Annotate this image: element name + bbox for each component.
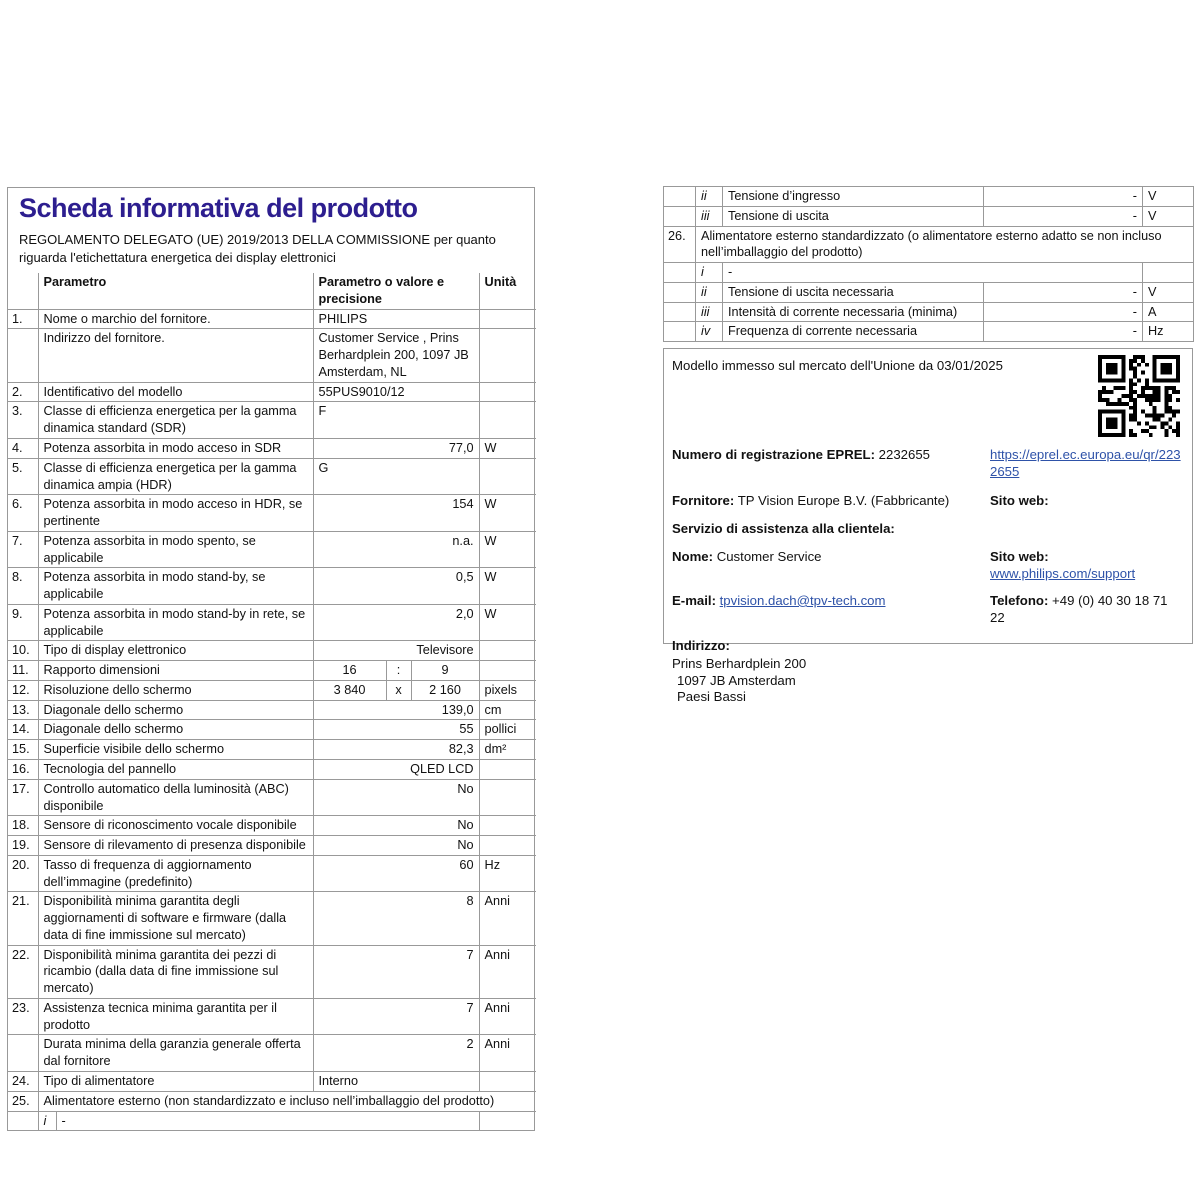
cell-value: Interno bbox=[313, 1072, 479, 1092]
cell-value: - bbox=[984, 322, 1143, 342]
cell-unit: pollici bbox=[479, 720, 536, 740]
cell-label: Frequenza di corrente necessaria bbox=[723, 322, 984, 342]
cell-roman: iii bbox=[696, 302, 723, 322]
cell-label: Assistenza tecnica minima garantita per il prodotto bbox=[38, 998, 313, 1035]
cell-value: 55 bbox=[313, 720, 479, 740]
cell-number: 19. bbox=[8, 836, 38, 856]
cell-label: Potenza assorbita in modo acceso in SDR bbox=[38, 438, 313, 458]
cell-unit bbox=[479, 458, 536, 495]
cell-roman: ii bbox=[696, 282, 723, 302]
cell-unit bbox=[479, 661, 536, 681]
cell-label: Intensità di corrente necessaria (minima) bbox=[723, 302, 984, 322]
table-row bbox=[8, 495, 536, 532]
cell-number bbox=[8, 1035, 38, 1072]
cell-unit bbox=[479, 309, 536, 329]
cell-label: Tensione d’ingresso bbox=[723, 187, 984, 207]
psu-table-row bbox=[664, 226, 1194, 263]
cell-label: Nome o marchio del fornitore. bbox=[38, 309, 313, 329]
regulation-text: REGOLAMENTO DELEGATO (UE) 2019/2013 DELLA COMMISSIONE per quanto riguarda l'etichettatura energetica dei display elettronici bbox=[19, 232, 496, 265]
header-row bbox=[8, 273, 536, 309]
cell-value: 2 160 bbox=[411, 680, 479, 700]
cell-unit: Anni bbox=[479, 998, 536, 1035]
cell-value: - bbox=[984, 282, 1143, 302]
cell-value: - bbox=[56, 1111, 479, 1130]
name-label: Nome: bbox=[672, 548, 714, 564]
cell-unit: Hz bbox=[479, 855, 536, 892]
table-row bbox=[8, 1035, 536, 1072]
eprel-link[interactable]: https://eprel.ec.europa.eu/qr/2232655 bbox=[990, 447, 1181, 480]
page-title: Scheda informativa del prodotto bbox=[19, 193, 418, 223]
cell-number: 4. bbox=[8, 438, 38, 458]
cell-unit: W bbox=[479, 604, 536, 641]
product-sheet-block bbox=[7, 187, 535, 1131]
cell-separator: : bbox=[386, 661, 411, 681]
cell-label: Identificativo del modello bbox=[38, 382, 313, 402]
cell-unit bbox=[479, 1111, 536, 1130]
eprel-row bbox=[672, 446, 1183, 480]
psu-table-row bbox=[664, 187, 1194, 207]
cell-number: 9. bbox=[8, 604, 38, 641]
cell-value: Customer Service , Prins Berhardplein 200, 1097 JB Amsterdam, NL bbox=[313, 329, 479, 382]
cell-value: 154 bbox=[313, 495, 479, 532]
address-block bbox=[672, 656, 1183, 704]
table-row bbox=[8, 680, 536, 700]
cell-number: 10. bbox=[8, 641, 38, 661]
cell-label: Tecnologia del pannello bbox=[38, 760, 313, 780]
table-row bbox=[8, 760, 536, 780]
cell-label: Diagonale dello schermo bbox=[38, 720, 313, 740]
psu-table-row bbox=[664, 302, 1194, 322]
cell-number: 8. bbox=[8, 568, 38, 605]
cell-label: Alimentatore esterno standardizzato (o alimentatore esterno adatto se non incluso nell’imballaggio del prodotto) bbox=[696, 226, 1194, 263]
cell-number bbox=[8, 329, 38, 382]
value-column-header: Parametro o valore e precisione bbox=[313, 273, 479, 309]
website-label: Sito web: bbox=[990, 493, 1049, 509]
cell-value: 3 840 bbox=[313, 680, 386, 700]
table-row bbox=[8, 382, 536, 402]
cell-unit: V bbox=[1143, 206, 1194, 226]
cell-unit: Anni bbox=[479, 892, 536, 945]
cell-roman: ii bbox=[696, 187, 723, 207]
cell-roman: i bbox=[38, 1111, 56, 1130]
eprel-number: 2232655 bbox=[878, 447, 930, 462]
cell-value: 60 bbox=[313, 855, 479, 892]
cell-value: QLED LCD bbox=[313, 760, 479, 780]
cell-label: Classe di efficienza energetica per la gamma dinamica standard (SDR) bbox=[38, 402, 313, 439]
parameters-table bbox=[8, 273, 536, 1130]
cell-number bbox=[664, 322, 696, 342]
table-row bbox=[8, 855, 536, 892]
cell-value: - bbox=[984, 302, 1143, 322]
table-row bbox=[8, 740, 536, 760]
table-row bbox=[8, 329, 536, 382]
cell-unit: A bbox=[1143, 302, 1194, 322]
table-row bbox=[8, 458, 536, 495]
cell-value: - bbox=[723, 263, 1143, 283]
cell-unit: cm bbox=[479, 700, 536, 720]
service-heading: Servizio di assistenza alla clientela: bbox=[672, 521, 895, 537]
cell-unit bbox=[479, 382, 536, 402]
cell-number: 15. bbox=[8, 740, 38, 760]
table-row bbox=[8, 568, 536, 605]
psu-table-row bbox=[664, 322, 1194, 342]
email-label: E-mail: bbox=[672, 592, 716, 608]
website-label: Sito web: bbox=[990, 548, 1049, 564]
cell-number: 3. bbox=[8, 402, 38, 439]
cell-value: 7 bbox=[313, 998, 479, 1035]
cell-label: Diagonale dello schermo bbox=[38, 700, 313, 720]
cell-number: 17. bbox=[8, 779, 38, 816]
cell-label: Disponibilità minima garantita degli aggiornamenti di software e firmware (dalla data di fine immissione sul mercato) bbox=[38, 892, 313, 945]
cell-unit: W bbox=[479, 531, 536, 568]
cell-label: Potenza assorbita in modo stand-by, se applicabile bbox=[38, 568, 313, 605]
cell-value: 82,3 bbox=[313, 740, 479, 760]
number-column-header bbox=[8, 273, 38, 309]
cell-label: Superficie visibile dello schermo bbox=[38, 740, 313, 760]
table-row bbox=[8, 816, 536, 836]
cell-number: 12. bbox=[8, 680, 38, 700]
supplier-label: Fornitore: bbox=[672, 493, 735, 509]
address-line: Prins Berhardplein 200 bbox=[672, 656, 807, 672]
cell-value: No bbox=[313, 836, 479, 856]
phone-value: +49 (0) 40 30 18 71 22 bbox=[990, 592, 1168, 626]
cell-unit: dm² bbox=[479, 740, 536, 760]
cell-number: 22. bbox=[8, 945, 38, 998]
cell-label: Rapporto dimensioni bbox=[38, 661, 313, 681]
psu-table-row bbox=[664, 206, 1194, 226]
table-row bbox=[8, 309, 536, 329]
cell-value: 77,0 bbox=[313, 438, 479, 458]
cell-label: Sensore di riconoscimento vocale disponibile bbox=[38, 816, 313, 836]
cell-value: 16 bbox=[313, 661, 386, 681]
cell-roman: iii bbox=[696, 206, 723, 226]
cell-value: - bbox=[984, 187, 1143, 207]
market-date-text: Modello immesso sul mercato dell'Unione da 03/01/2025 bbox=[672, 358, 1003, 373]
cell-value: - bbox=[984, 206, 1143, 226]
table-row bbox=[8, 1072, 536, 1092]
table-row bbox=[8, 402, 536, 439]
cell-number bbox=[664, 302, 696, 322]
cell-value: PHILIPS bbox=[313, 309, 479, 329]
cell-number: 20. bbox=[8, 855, 38, 892]
cell-number: 24. bbox=[8, 1072, 38, 1092]
table-row bbox=[8, 836, 536, 856]
cell-number: 1. bbox=[8, 309, 38, 329]
table-row bbox=[8, 892, 536, 945]
eprel-label: Numero di registrazione EPREL: bbox=[672, 447, 875, 462]
cell-roman: iv bbox=[696, 322, 723, 342]
cell-label: Tipo di display elettronico bbox=[38, 641, 313, 661]
address-label: Indirizzo: bbox=[672, 638, 730, 654]
cell-value: 2 bbox=[313, 1035, 479, 1072]
cell-number: 14. bbox=[8, 720, 38, 740]
cell-unit: Anni bbox=[479, 945, 536, 998]
cell-number: 16. bbox=[8, 760, 38, 780]
cell-value: 139,0 bbox=[313, 700, 479, 720]
cell-number bbox=[664, 263, 696, 283]
table-row bbox=[8, 945, 536, 998]
table-row bbox=[8, 604, 536, 641]
cell-unit: pixels bbox=[479, 680, 536, 700]
cell-number: 18. bbox=[8, 816, 38, 836]
cell-label: Potenza assorbita in modo acceso in HDR, se pertinente bbox=[38, 495, 313, 532]
cell-unit bbox=[479, 329, 536, 382]
cell-unit bbox=[479, 1072, 536, 1092]
cell-unit bbox=[479, 836, 536, 856]
phone-label: Telefono: bbox=[990, 592, 1049, 608]
param-column-header: Parametro bbox=[38, 273, 313, 309]
market-info-box bbox=[663, 348, 1193, 704]
cell-number bbox=[664, 206, 696, 226]
cell-label: Tasso di frequenza di aggiornamento dell’immagine (predefinito) bbox=[38, 855, 313, 892]
cell-label: Risoluzione dello schermo bbox=[38, 680, 313, 700]
cell-value: 0,5 bbox=[313, 568, 479, 605]
cell-unit bbox=[1143, 263, 1194, 283]
qr-code bbox=[1098, 355, 1180, 437]
cell-roman: i bbox=[696, 263, 723, 283]
unit-column-header: Unità bbox=[479, 273, 536, 309]
cell-unit: W bbox=[479, 438, 536, 458]
cell-number: 21. bbox=[8, 892, 38, 945]
cell-number bbox=[664, 282, 696, 302]
table-row bbox=[8, 779, 536, 816]
psu-table-row bbox=[664, 282, 1194, 302]
table-row bbox=[8, 531, 536, 568]
name-value: Customer Service bbox=[716, 548, 822, 564]
cell-unit: V bbox=[1143, 187, 1194, 207]
cell-unit: V bbox=[1143, 282, 1194, 302]
cell-number: 11. bbox=[8, 661, 38, 681]
cell-value: 7 bbox=[313, 945, 479, 998]
cell-label: Tipo di alimentatore bbox=[38, 1072, 313, 1092]
cell-unit: W bbox=[479, 568, 536, 605]
cell-label: Tensione di uscita bbox=[723, 206, 984, 226]
cell-value: F bbox=[313, 402, 479, 439]
cell-value: No bbox=[313, 779, 479, 816]
cell-value: 2,0 bbox=[313, 604, 479, 641]
table-row bbox=[8, 661, 536, 681]
cell-unit: Hz bbox=[1143, 322, 1194, 342]
cell-value: 55PUS9010/12 bbox=[313, 382, 479, 402]
table-row bbox=[8, 720, 536, 740]
supplier-row bbox=[672, 492, 1183, 509]
cell-number bbox=[664, 187, 696, 207]
table-row bbox=[8, 998, 536, 1035]
table-row bbox=[8, 700, 536, 720]
cell-label: Durata minima della garanzia generale offerta dal fornitore bbox=[38, 1035, 313, 1072]
cell-value: 8 bbox=[313, 892, 479, 945]
table-row bbox=[8, 1111, 536, 1130]
cell-value: Televisore bbox=[313, 641, 479, 661]
cell-value: 9 bbox=[411, 661, 479, 681]
cell-label: Controllo automatico della luminosità (ABC) disponibile bbox=[38, 779, 313, 816]
email-link[interactable]: tpvision.dach@tpv-tech.com bbox=[719, 592, 886, 608]
cell-label: Disponibilità minima garantita dei pezzi di ricambio (dalla data di fine immissione sul mercato) bbox=[38, 945, 313, 998]
cell-value: No bbox=[313, 816, 479, 836]
cell-label: Potenza assorbita in modo stand-by in rete, se applicabile bbox=[38, 604, 313, 641]
name-row bbox=[672, 548, 1183, 582]
cell-unit bbox=[479, 760, 536, 780]
support-website-link[interactable]: www.philips.com/support bbox=[990, 565, 1136, 581]
cell-label: Potenza assorbita in modo spento, se applicabile bbox=[38, 531, 313, 568]
cell-number: 26. bbox=[664, 226, 696, 263]
address-line: Paesi Bassi bbox=[677, 688, 746, 704]
cell-number: 2. bbox=[8, 382, 38, 402]
cell-number: 13. bbox=[8, 700, 38, 720]
title-area bbox=[8, 188, 534, 273]
cell-unit bbox=[479, 641, 536, 661]
cell-value: n.a. bbox=[313, 531, 479, 568]
cell-number: 5. bbox=[8, 458, 38, 495]
cell-unit: W bbox=[479, 495, 536, 532]
cell-number: 23. bbox=[8, 998, 38, 1035]
table-row bbox=[8, 641, 536, 661]
cell-value: G bbox=[313, 458, 479, 495]
table-row bbox=[8, 438, 536, 458]
market-intro-row bbox=[672, 354, 1183, 440]
cell-number: 6. bbox=[8, 495, 38, 532]
cell-label: Tensione di uscita necessaria bbox=[723, 282, 984, 302]
cell-number bbox=[8, 1111, 38, 1130]
cell-label: Classe di efficienza energetica per la gamma dinamica ampia (HDR) bbox=[38, 458, 313, 495]
cell-label: Indirizzo del fornitore. bbox=[38, 329, 313, 382]
psu-table-row bbox=[664, 263, 1194, 283]
cell-number: 25. bbox=[8, 1091, 38, 1111]
email-row bbox=[672, 592, 1183, 626]
cell-separator: x bbox=[386, 680, 411, 700]
table-row bbox=[8, 1091, 536, 1111]
address-line: 1097 JB Amsterdam bbox=[677, 672, 796, 688]
cell-unit bbox=[479, 402, 536, 439]
cell-unit bbox=[479, 779, 536, 816]
cell-label: Sensore di rilevamento di presenza disponibile bbox=[38, 836, 313, 856]
cell-unit bbox=[479, 816, 536, 836]
psu-table bbox=[663, 186, 1194, 342]
cell-number: 7. bbox=[8, 531, 38, 568]
supplier-name: TP Vision Europe B.V. (Fabbricante) bbox=[737, 493, 950, 509]
cell-unit: Anni bbox=[479, 1035, 536, 1072]
cell-label: Alimentatore esterno (non standardizzato e incluso nell’imballaggio del prodotto) bbox=[38, 1091, 536, 1111]
